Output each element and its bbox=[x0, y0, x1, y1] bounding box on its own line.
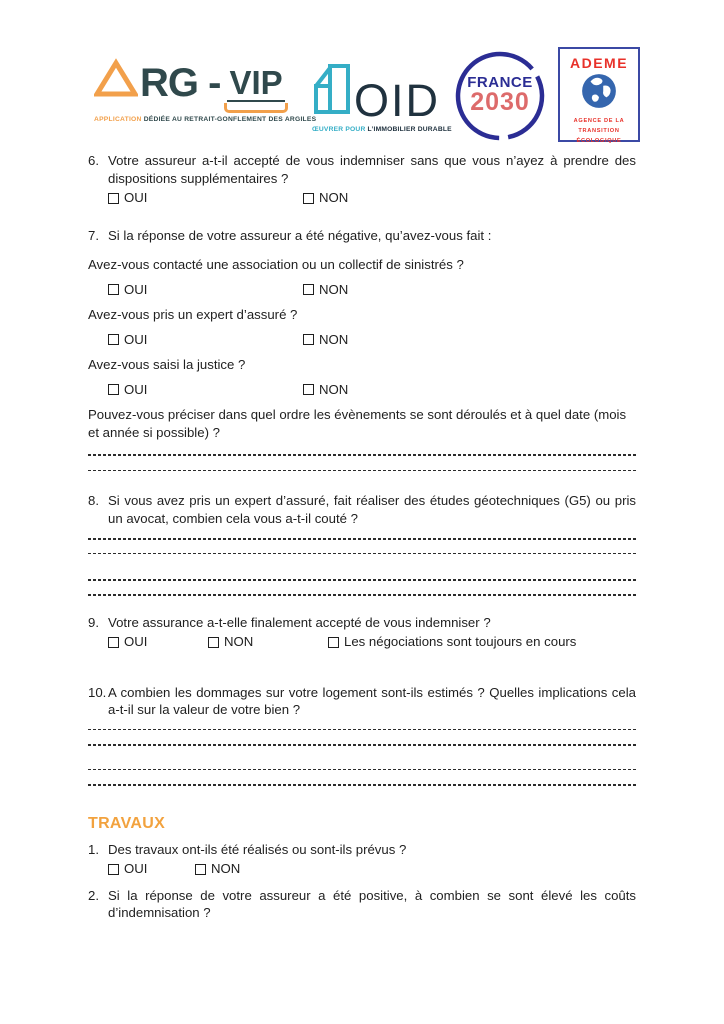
checkbox-label: OUI bbox=[124, 281, 148, 297]
france-2030-line2: 2030 bbox=[470, 88, 530, 116]
checkbox-q7a-oui[interactable] bbox=[108, 281, 303, 299]
question-9 bbox=[88, 614, 636, 632]
question-7-sub1-text: Avez-vous contacté une association ou un collectif de sinistrés ? bbox=[88, 257, 464, 272]
answer-line bbox=[88, 579, 636, 581]
checkbox-t1-oui[interactable] bbox=[108, 860, 195, 878]
checkbox-q9-negociations[interactable] bbox=[328, 633, 576, 651]
france-2030-line1: FRANCE bbox=[467, 74, 533, 91]
checkbox-label: Les négociations sont toujours en cours bbox=[344, 634, 577, 650]
answer-line bbox=[88, 538, 636, 540]
question-7-sub2-options bbox=[88, 331, 636, 349]
checkbox-label: NON bbox=[211, 861, 241, 877]
checkbox-icon bbox=[108, 384, 119, 395]
answer-line bbox=[88, 553, 636, 555]
question-7-number: 7. bbox=[88, 227, 99, 243]
checkbox-q9-non[interactable] bbox=[208, 633, 328, 651]
checkbox-icon bbox=[108, 637, 119, 648]
arg-vip-wordmark bbox=[94, 58, 294, 103]
arg-vip-tagline bbox=[94, 116, 317, 123]
question-7-sub1-options bbox=[88, 281, 636, 299]
arg-vip-tagline-rest: DÉDIÉE AU RETRAIT-GONFLEMENT DES ARGILES bbox=[141, 116, 317, 123]
question-8-number: 8. bbox=[88, 493, 99, 509]
checkbox-label: NON bbox=[319, 331, 349, 347]
question-6-text: Votre assureur a-t-il accepté de vous indemniser sans que vous n’ayez à prendre des dispositions supplémentaires ? bbox=[108, 153, 636, 186]
question-7 bbox=[88, 227, 636, 245]
checkbox-label: OUI bbox=[124, 861, 148, 877]
checkbox-icon bbox=[328, 637, 339, 648]
question-10 bbox=[88, 684, 636, 719]
question-10-number: 10. bbox=[88, 684, 107, 700]
checkbox-label: OUI bbox=[124, 634, 148, 650]
checkbox-icon bbox=[108, 284, 119, 295]
checkbox-t1-non[interactable] bbox=[195, 860, 240, 878]
question-9-text: Votre assurance a-t-elle finalement accepté de vous indemniser ? bbox=[108, 614, 491, 630]
answer-line bbox=[88, 784, 636, 786]
question-6 bbox=[88, 152, 636, 187]
ademe-tagline-line1: AGENCE DE LA bbox=[573, 118, 625, 124]
checkbox-label: NON bbox=[224, 634, 254, 650]
question-9-options bbox=[88, 633, 636, 651]
travaux-question-1 bbox=[88, 841, 636, 859]
logo-header bbox=[0, 0, 724, 150]
checkbox-q6-oui[interactable] bbox=[108, 189, 303, 207]
building-icon bbox=[312, 62, 352, 121]
ademe-tagline-line3: ÉCOLOGIQUE bbox=[576, 137, 622, 144]
oid-tagline-accent: ŒUVRER POUR bbox=[312, 126, 366, 133]
checkbox-icon bbox=[303, 334, 314, 345]
question-7-sub2-text: Avez-vous pris un expert d’assuré ? bbox=[88, 307, 298, 322]
checkbox-label: OUI bbox=[124, 331, 148, 347]
checkbox-icon bbox=[208, 637, 219, 648]
checkbox-label: NON bbox=[319, 281, 349, 297]
question-7-sub4-text: Pouvez-vous préciser dans quel ordre les évènements se sont déroulés et à quel date (mois et année si possible) ? bbox=[88, 407, 627, 440]
section-title-travaux: TRAVAUX bbox=[88, 814, 166, 832]
question-7-sub3-text: Avez-vous saisi la justice ? bbox=[88, 357, 246, 372]
checkbox-q7a-non[interactable] bbox=[303, 281, 348, 299]
checkbox-label: OUI bbox=[124, 381, 148, 397]
triangle-icon bbox=[94, 58, 138, 103]
arg-vip-rg-text: RG - bbox=[140, 61, 221, 105]
question-8-text: Si vous avez pris un expert d’assuré, fait réaliser des études géotechniques (G5) ou pris un avocat, combien cela vous a-t-il couté ? bbox=[108, 493, 636, 526]
oid-wordmark bbox=[312, 62, 452, 126]
checkbox-icon bbox=[303, 193, 314, 204]
checkbox-icon bbox=[303, 284, 314, 295]
answer-line bbox=[88, 594, 636, 596]
question-7-sub3-options bbox=[88, 381, 636, 399]
logo-france-2030 bbox=[454, 50, 546, 142]
checkbox-icon bbox=[303, 384, 314, 395]
question-6-options bbox=[88, 189, 636, 207]
travaux-question-1-text: Des travaux ont-ils été réalisés ou sont-ils prévus ? bbox=[108, 841, 407, 857]
checkbox-icon bbox=[108, 334, 119, 345]
globe-icon bbox=[560, 72, 638, 115]
answer-line bbox=[88, 769, 636, 771]
checkbox-q7b-non[interactable] bbox=[303, 331, 348, 349]
checkbox-q7c-non[interactable] bbox=[303, 381, 348, 399]
logo-oid bbox=[312, 62, 452, 133]
checkbox-label: OUI bbox=[124, 190, 148, 205]
checkbox-icon bbox=[108, 864, 119, 875]
checkbox-q9-oui[interactable] bbox=[108, 633, 208, 651]
checkbox-q7b-oui[interactable] bbox=[108, 331, 303, 349]
form-body bbox=[88, 152, 636, 922]
answer-line bbox=[88, 454, 636, 456]
ademe-tagline bbox=[560, 117, 638, 146]
checkbox-icon bbox=[195, 864, 206, 875]
question-8 bbox=[88, 492, 636, 527]
checkbox-q7c-oui[interactable] bbox=[108, 381, 303, 399]
answer-line bbox=[88, 470, 636, 472]
oid-text: OID bbox=[354, 74, 441, 126]
travaux-question-2 bbox=[88, 887, 636, 922]
checkbox-label: NON bbox=[319, 190, 349, 205]
logo-arg-vip bbox=[94, 58, 317, 123]
answer-line bbox=[88, 729, 636, 731]
travaux-question-2-number: 2. bbox=[88, 887, 99, 903]
travaux-question-1-number: 1. bbox=[88, 841, 99, 857]
travaux-question-2-text: Si la réponse de votre assureur a été positive, à combien se sont élevé les coûts d’indemnisation ? bbox=[108, 887, 636, 921]
france-2030-text bbox=[454, 74, 546, 117]
arg-vip-tagline-accent: APPLICATION bbox=[94, 116, 142, 123]
ademe-text: ADEME bbox=[569, 55, 629, 71]
question-7-text: Si la réponse de votre assureur a été négative, qu’avez-vous fait : bbox=[108, 227, 492, 243]
checkbox-icon bbox=[108, 193, 119, 204]
answer-line bbox=[88, 744, 636, 746]
oid-tagline-rest: L’IMMOBILIER DURABLE bbox=[365, 126, 452, 133]
ademe-tagline-line2: TRANSITION bbox=[578, 127, 620, 134]
question-10-text: A combien les dommages sur votre logement sont-ils estimés ? Quelles implications cela a-t-il sur la valeur de votre bien ? bbox=[108, 684, 636, 718]
checkbox-label: NON bbox=[319, 381, 349, 397]
oid-tagline bbox=[312, 126, 452, 133]
travaux-question-1-options bbox=[88, 860, 636, 878]
question-6-number: 6. bbox=[88, 153, 99, 168]
question-9-number: 9. bbox=[88, 614, 99, 630]
arg-vip-vip-text: VIP bbox=[229, 64, 283, 101]
checkbox-q6-non[interactable] bbox=[303, 189, 348, 207]
logo-ademe bbox=[558, 47, 640, 142]
